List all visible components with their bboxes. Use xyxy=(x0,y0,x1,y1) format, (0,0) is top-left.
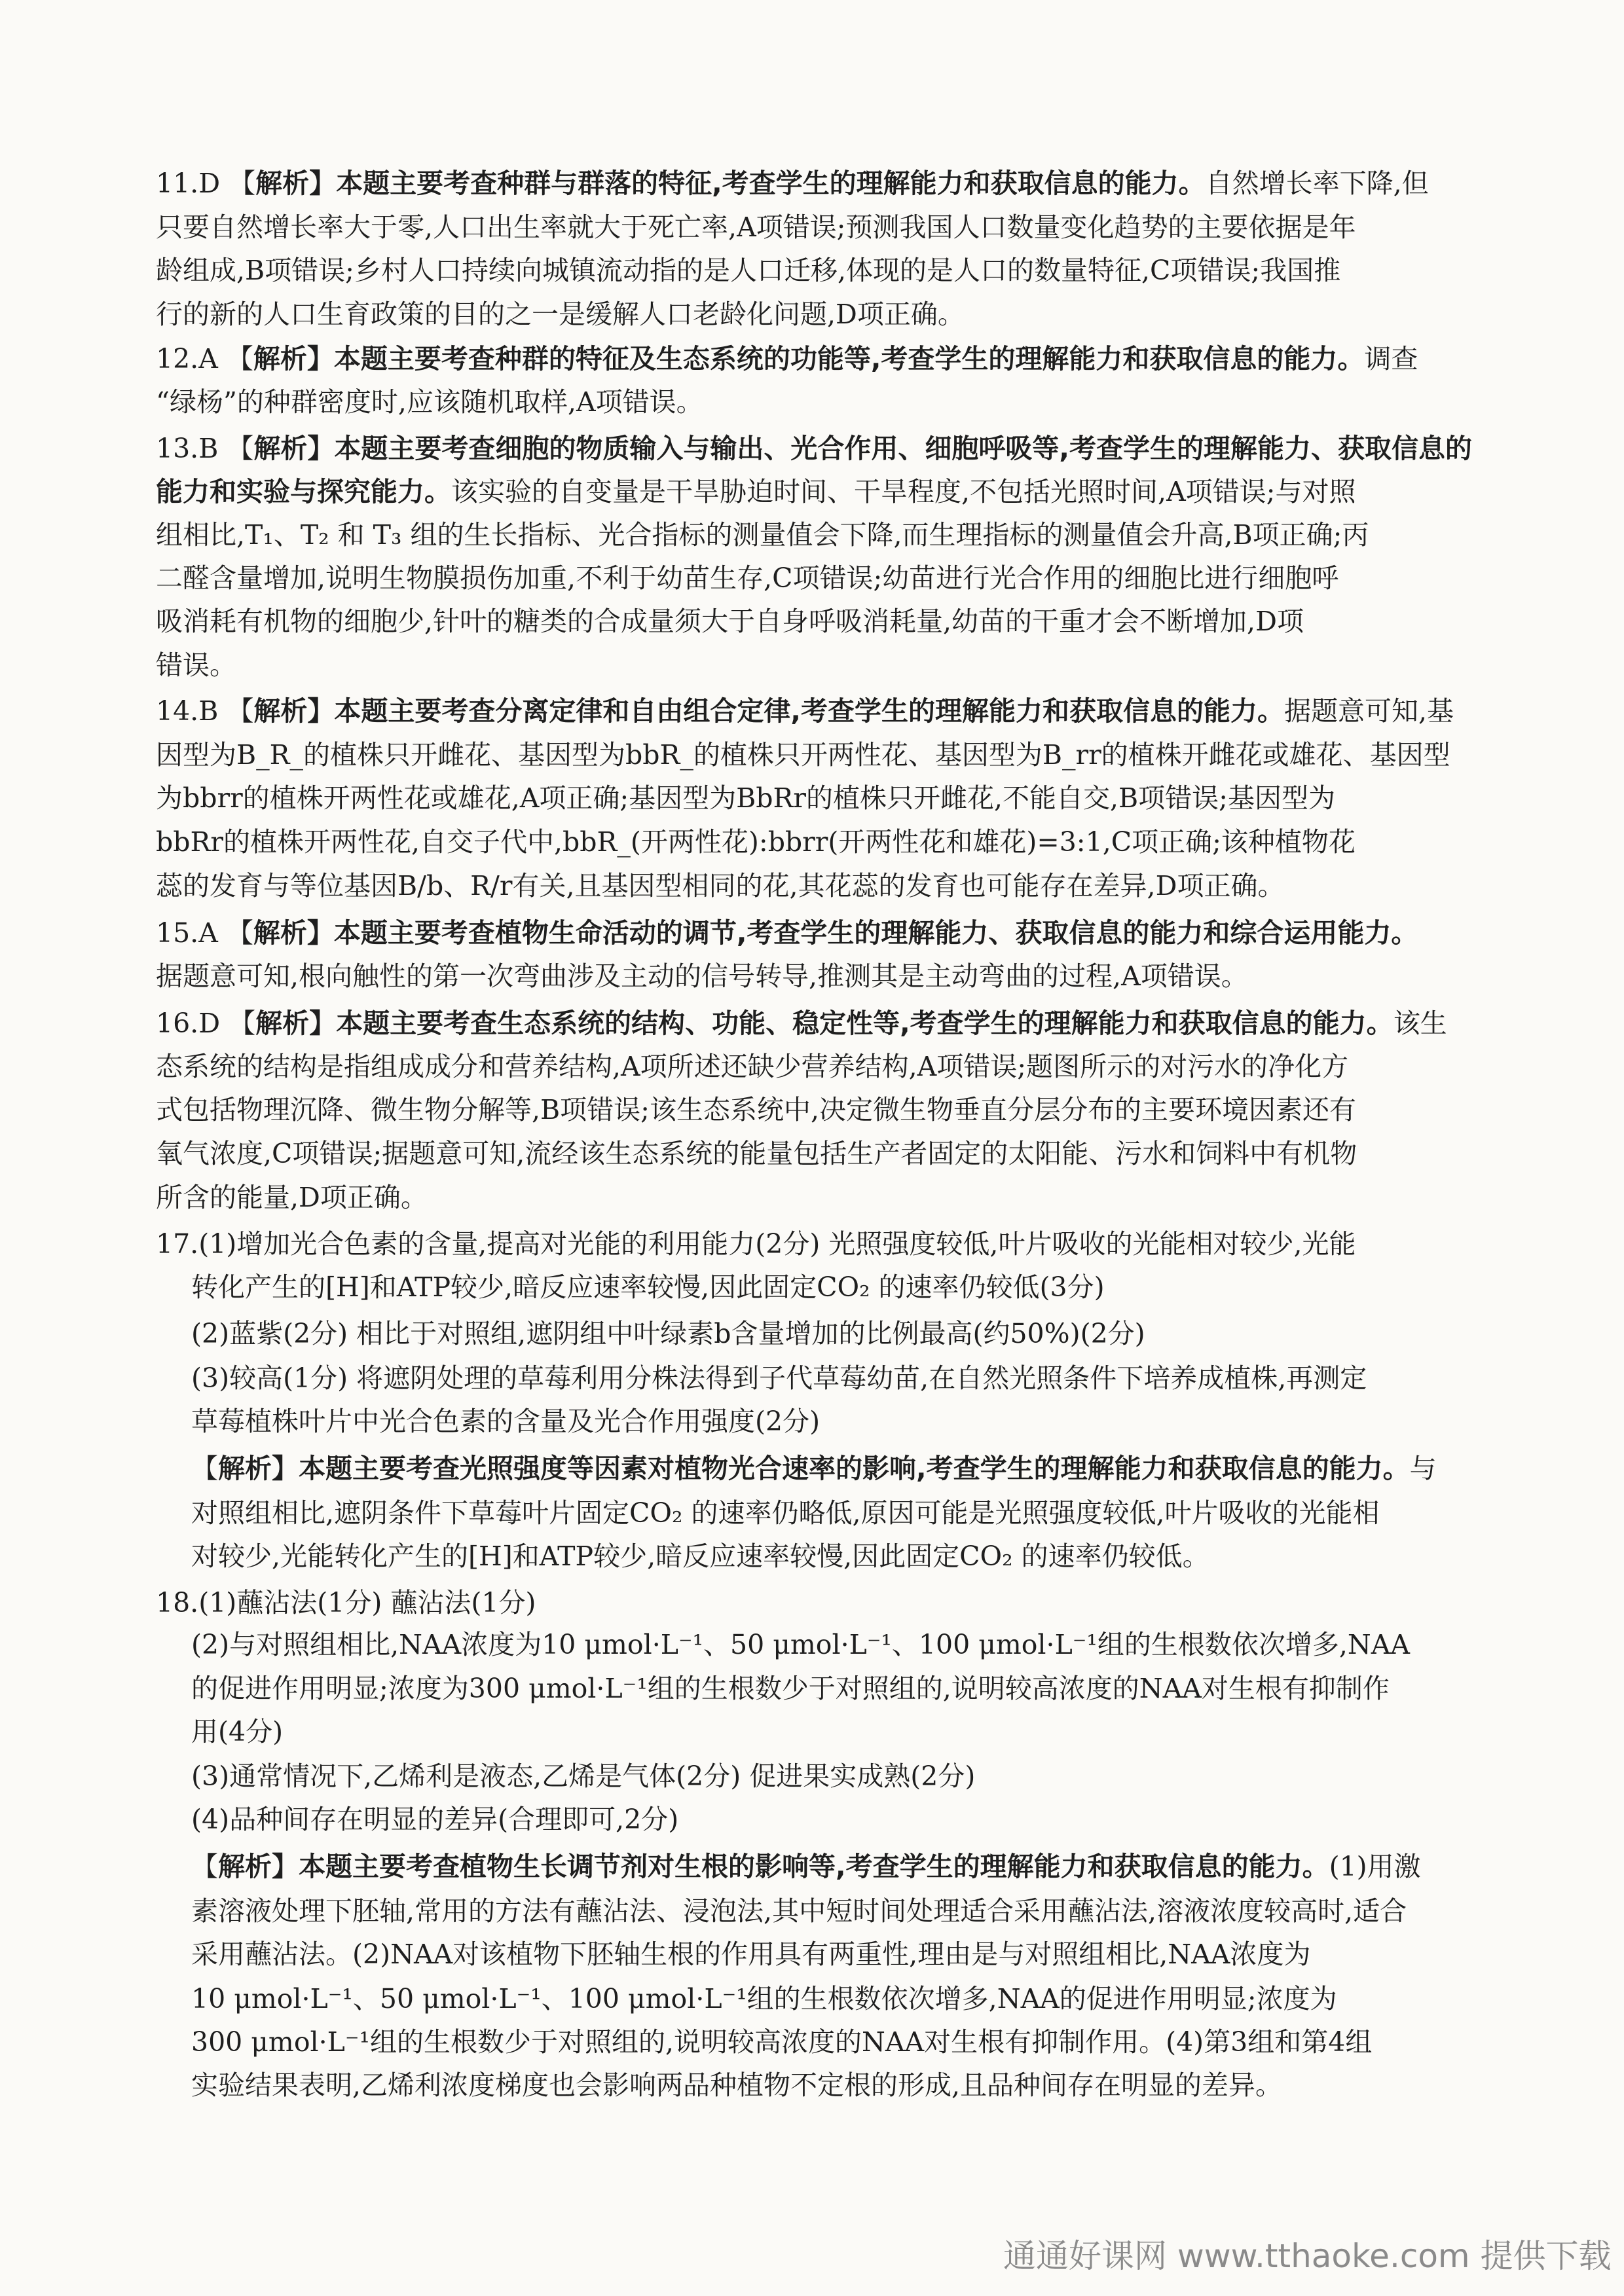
line-text: 素溶液处理下胚轴,常用的方法有蘸沾法、浸泡法,其中短时间处理适合采用蘸沾法,溶液浓度较高时,适合 xyxy=(191,1895,1407,1927)
text-line xyxy=(191,2069,1282,2102)
text-line xyxy=(191,1405,820,1438)
line-text: 氧气浓度,C项错误;据题意可知,流经该生态系统的能量包括生产者固定的太阳能、污水和饲料中有机物 xyxy=(156,1138,1357,1169)
text-line xyxy=(156,1181,428,1214)
analysis-heading: 解析】本题主要考查光照强度等因素对植物光合速率的影响,考查学生的理解能力和获取信息的能力。 xyxy=(218,1453,1410,1484)
line-text: 态系统的结构是指组成成分和营养结构,A项所述还缺少营养结构,A项错误;题图所示的对污水的净化方 xyxy=(156,1051,1349,1082)
analysis-heading: 解析】本题主要考查植物生命活动的调节,考查学生的理解能力、获取信息的能力和综合运用能力。 xyxy=(253,917,1418,949)
analysis-heading: 解析】本题主要考查分离定律和自由组合定律,考查学生的理解能力和获取信息的能力。 xyxy=(253,695,1284,727)
line-text: 调查 xyxy=(1364,343,1418,374)
text-line xyxy=(191,1672,1390,1705)
text-line xyxy=(156,1007,1447,1040)
line-text: 龄组成,B项错误;乡村人口持续向城镇流动指的是人口迁移,体现的是人口的数量特征,C项错误;我国推 xyxy=(156,255,1341,286)
analysis-heading: 解析】本题主要考查生态系统的结构、功能、稳定性等,考查学生的理解能力和获取信息的能力。 xyxy=(255,1008,1393,1039)
text-line xyxy=(156,917,1418,949)
line-text: 对较少,光能转化产生的[H]和ATP较少,暗反应速率较慢,因此固定CO₂ 的速率仍较低。 xyxy=(191,1540,1209,1572)
line-text: 自然增长率下降,但 xyxy=(1205,168,1429,199)
text-line xyxy=(156,605,1304,638)
line-text: 组相比,T₁、T₂ 和 T₃ 组的生长指标、光合指标的测量值会下降,而生理指标的测量值会升高,B项正确;丙 xyxy=(156,519,1369,551)
line-text: (3)较高(1分) 将遮阴处理的草莓利用分株法得到子代草莓幼苗,在自然光照条件下培养成植株,再测定 xyxy=(191,1362,1367,1394)
text-line xyxy=(156,869,1284,902)
line-text: 据题意可知,基 xyxy=(1283,695,1454,727)
line-text: 错误。 xyxy=(156,649,236,681)
line-text: (2)蓝紫(2分) 相比于对照组,遮阴组中叶绿素b含量增加的比例最高(约50%)(2分) xyxy=(191,1318,1145,1349)
text-line xyxy=(191,2026,1372,2058)
line-text: 14.B 【 xyxy=(156,695,254,727)
line-text: 10 μmol·L⁻¹、50 μmol·L⁻¹、100 μmol·L⁻¹组的生根数依次增多,NAA的促进作用明显;浓度为 xyxy=(191,1983,1337,2014)
text-line xyxy=(191,1317,1145,1350)
line-text: 该实验的自变量是干旱胁迫时间、干旱程度,不包括光照时间,A项错误;与对照 xyxy=(451,476,1356,507)
text-line xyxy=(156,649,236,682)
text-line xyxy=(191,1452,1437,1485)
text-line xyxy=(156,475,1356,508)
text-line xyxy=(191,1628,1410,1661)
text-line xyxy=(156,826,1356,858)
text-line xyxy=(156,254,1340,287)
line-text: 11.D 【 xyxy=(156,168,256,199)
line-text: 因型为B_R_的植株只开雌花、基因型为bbR_的植株只开两性花、基因型为B_rr的植株开雌花或雄花、基因型 xyxy=(156,739,1450,771)
text-line xyxy=(156,167,1429,200)
line-text: 蕊的发育与等位基因B/b、R/r有关,且基因型相同的花,其花蕊的发育也可能存在差异,D项正确。 xyxy=(156,870,1285,902)
line-text: 300 μmol·L⁻¹组的生根数少于对照组的,说明较高浓度的NAA对生根有抑制作用。(4)第3组和第4组 xyxy=(191,2026,1373,2058)
text-line xyxy=(156,1050,1348,1083)
line-text: 吸消耗有机物的细胞少,针叶的糖类的合成量须大于自身呼吸消耗量,幼苗的干重才会不断增加,D项 xyxy=(156,606,1304,637)
line-text: (2)与对照组相比,NAA浓度为10 μmol·L⁻¹、50 μmol·L⁻¹、100 μmol·L⁻¹组的生根数依次增多,NAA xyxy=(191,1629,1410,1660)
line-text: 只要自然增长率大于零,人口出生率就大于死亡率,A项错误;预测我国人口数量变化趋势的主要依据是年 xyxy=(156,211,1356,243)
text-line xyxy=(191,1938,1310,1971)
line-text: 二醛含量增加,说明生物膜损伤加重,不利于幼苗生存,C项错误;幼苗进行光合作用的细胞比进行细胞呼 xyxy=(156,562,1339,594)
text-line xyxy=(156,386,703,418)
text-line xyxy=(156,298,965,331)
line-text: 式包括物理沉降、微生物分解等,B项错误;该生态系统中,决定微生物垂直分层分布的主要环境因素还有 xyxy=(156,1094,1357,1125)
line-text: 对照组相比,遮阴条件下草莓叶片固定CO₂ 的速率仍略低,原因可能是光照强度较低,叶片吸收的光能相 xyxy=(191,1497,1380,1529)
line-text: 17.(1)增加光合色素的含量,提高对光能的利用能力(2分) 光照强度较低,叶片吸收的光能相对较少,光能 xyxy=(156,1228,1356,1260)
line-text: 的促进作用明显;浓度为300 μmol·L⁻¹组的生根数少于对照组的,说明较高浓度的NAA对生根有抑制作 xyxy=(191,1673,1390,1704)
text-line xyxy=(156,1093,1356,1126)
line-text: 行的新的人口生育政策的目的之一是缓解人口老龄化问题,D项正确。 xyxy=(156,299,965,330)
text-line xyxy=(156,1586,536,1619)
text-line xyxy=(156,1228,1356,1260)
line-text: 【 xyxy=(191,1851,218,1882)
text-line xyxy=(156,519,1369,551)
line-text: (3)通常情况下,乙烯利是液态,乙烯是气体(2分) 促进果实成熟(2分) xyxy=(191,1760,976,1792)
text-line xyxy=(156,738,1450,771)
text-line xyxy=(191,1362,1367,1394)
text-line xyxy=(191,1895,1407,1927)
text-line xyxy=(156,562,1338,594)
line-text: 16.D 【 xyxy=(156,1008,256,1039)
text-line xyxy=(156,432,1472,465)
text-line xyxy=(156,342,1418,375)
text-line xyxy=(191,1760,975,1793)
line-text: 12.A 【 xyxy=(156,343,253,374)
line-text: 实验结果表明,乙烯利浓度梯度也会影响两品种植物不定根的形成,且品种间存在明显的差异。 xyxy=(191,2069,1283,2101)
analysis-heading: 解析】本题主要考查种群的特征及生态系统的功能等,考查学生的理解能力和获取信息的能力。 xyxy=(253,343,1365,374)
text-line xyxy=(191,1982,1337,2015)
line-text: 该生 xyxy=(1393,1008,1447,1039)
line-text: 用(4分) xyxy=(191,1716,284,1747)
text-line xyxy=(156,782,1335,814)
line-text: 【 xyxy=(191,1453,218,1484)
line-text: 15.A 【 xyxy=(156,917,253,949)
line-text: 与 xyxy=(1409,1453,1437,1484)
line-text: 18.(1)蘸沾法(1分) 蘸沾法(1分) xyxy=(156,1587,536,1618)
analysis-heading: 解析】本题主要考查细胞的物质输入与输出、光合作用、细胞呼吸等,考查学生的理解能力、获取信息的 xyxy=(253,433,1472,464)
line-text: 据题意可知,根向触性的第一次弯曲涉及主动的信号转导,推测其是主动弯曲的过程,A项错误。 xyxy=(156,960,1248,992)
line-text: (4)品种间存在明显的差异(合理即可,2分) xyxy=(191,1804,679,1835)
text-line xyxy=(156,695,1454,727)
line-text: (1)用激 xyxy=(1329,1851,1421,1882)
line-text: 采用蘸沾法。(2)NAA对该植物下胚轴生根的作用具有两重性,理由是与对照组相比,NAA浓度为 xyxy=(191,1939,1311,1970)
analysis-heading: 解析】本题主要考查种群与群落的特征,考查学生的理解能力和获取信息的能力。 xyxy=(255,168,1206,199)
text-line xyxy=(156,960,1248,993)
text-line xyxy=(191,1271,1105,1303)
text-line xyxy=(191,1497,1380,1529)
analysis-heading: 能力和实验与探究能力。 xyxy=(156,476,451,507)
line-text: 所含的能量,D项正确。 xyxy=(156,1182,428,1213)
line-text: 13.B 【 xyxy=(156,433,254,464)
line-text: 为bbrr的植株开两性花或雄花,A项正确;基因型为BbRr的植株只开雌花,不能自交,B项错误;基因型为 xyxy=(156,782,1335,814)
line-text: 草莓植株叶片中光合色素的含量及光合作用强度(2分) xyxy=(191,1406,821,1437)
line-text: 转化产生的[H]和ATP较少,暗反应速率较慢,因此固定CO₂ 的速率仍较低(3分) xyxy=(191,1271,1105,1303)
text-line xyxy=(191,1540,1209,1573)
text-line xyxy=(191,1803,678,1836)
footer-watermark: 通通好课网 www.tthaoke.com 提供下载 xyxy=(1003,2237,1612,2275)
line-text: “绿杨”的种群密度时,应该随机取样,A项错误。 xyxy=(156,386,703,418)
analysis-heading: 解析】本题主要考查植物生长调节剂对生根的影响等,考查学生的理解能力和获取信息的能力。 xyxy=(218,1851,1329,1882)
text-line xyxy=(191,1715,283,1748)
line-text: bbRr的植株开两性花,自交子代中,bbR_(开两性花):bbrr(开两性花和雄花)=3:1,C项正确;该种植物花 xyxy=(156,826,1356,858)
text-line xyxy=(156,211,1356,244)
text-line xyxy=(156,1137,1357,1170)
text-line xyxy=(191,1850,1421,1883)
